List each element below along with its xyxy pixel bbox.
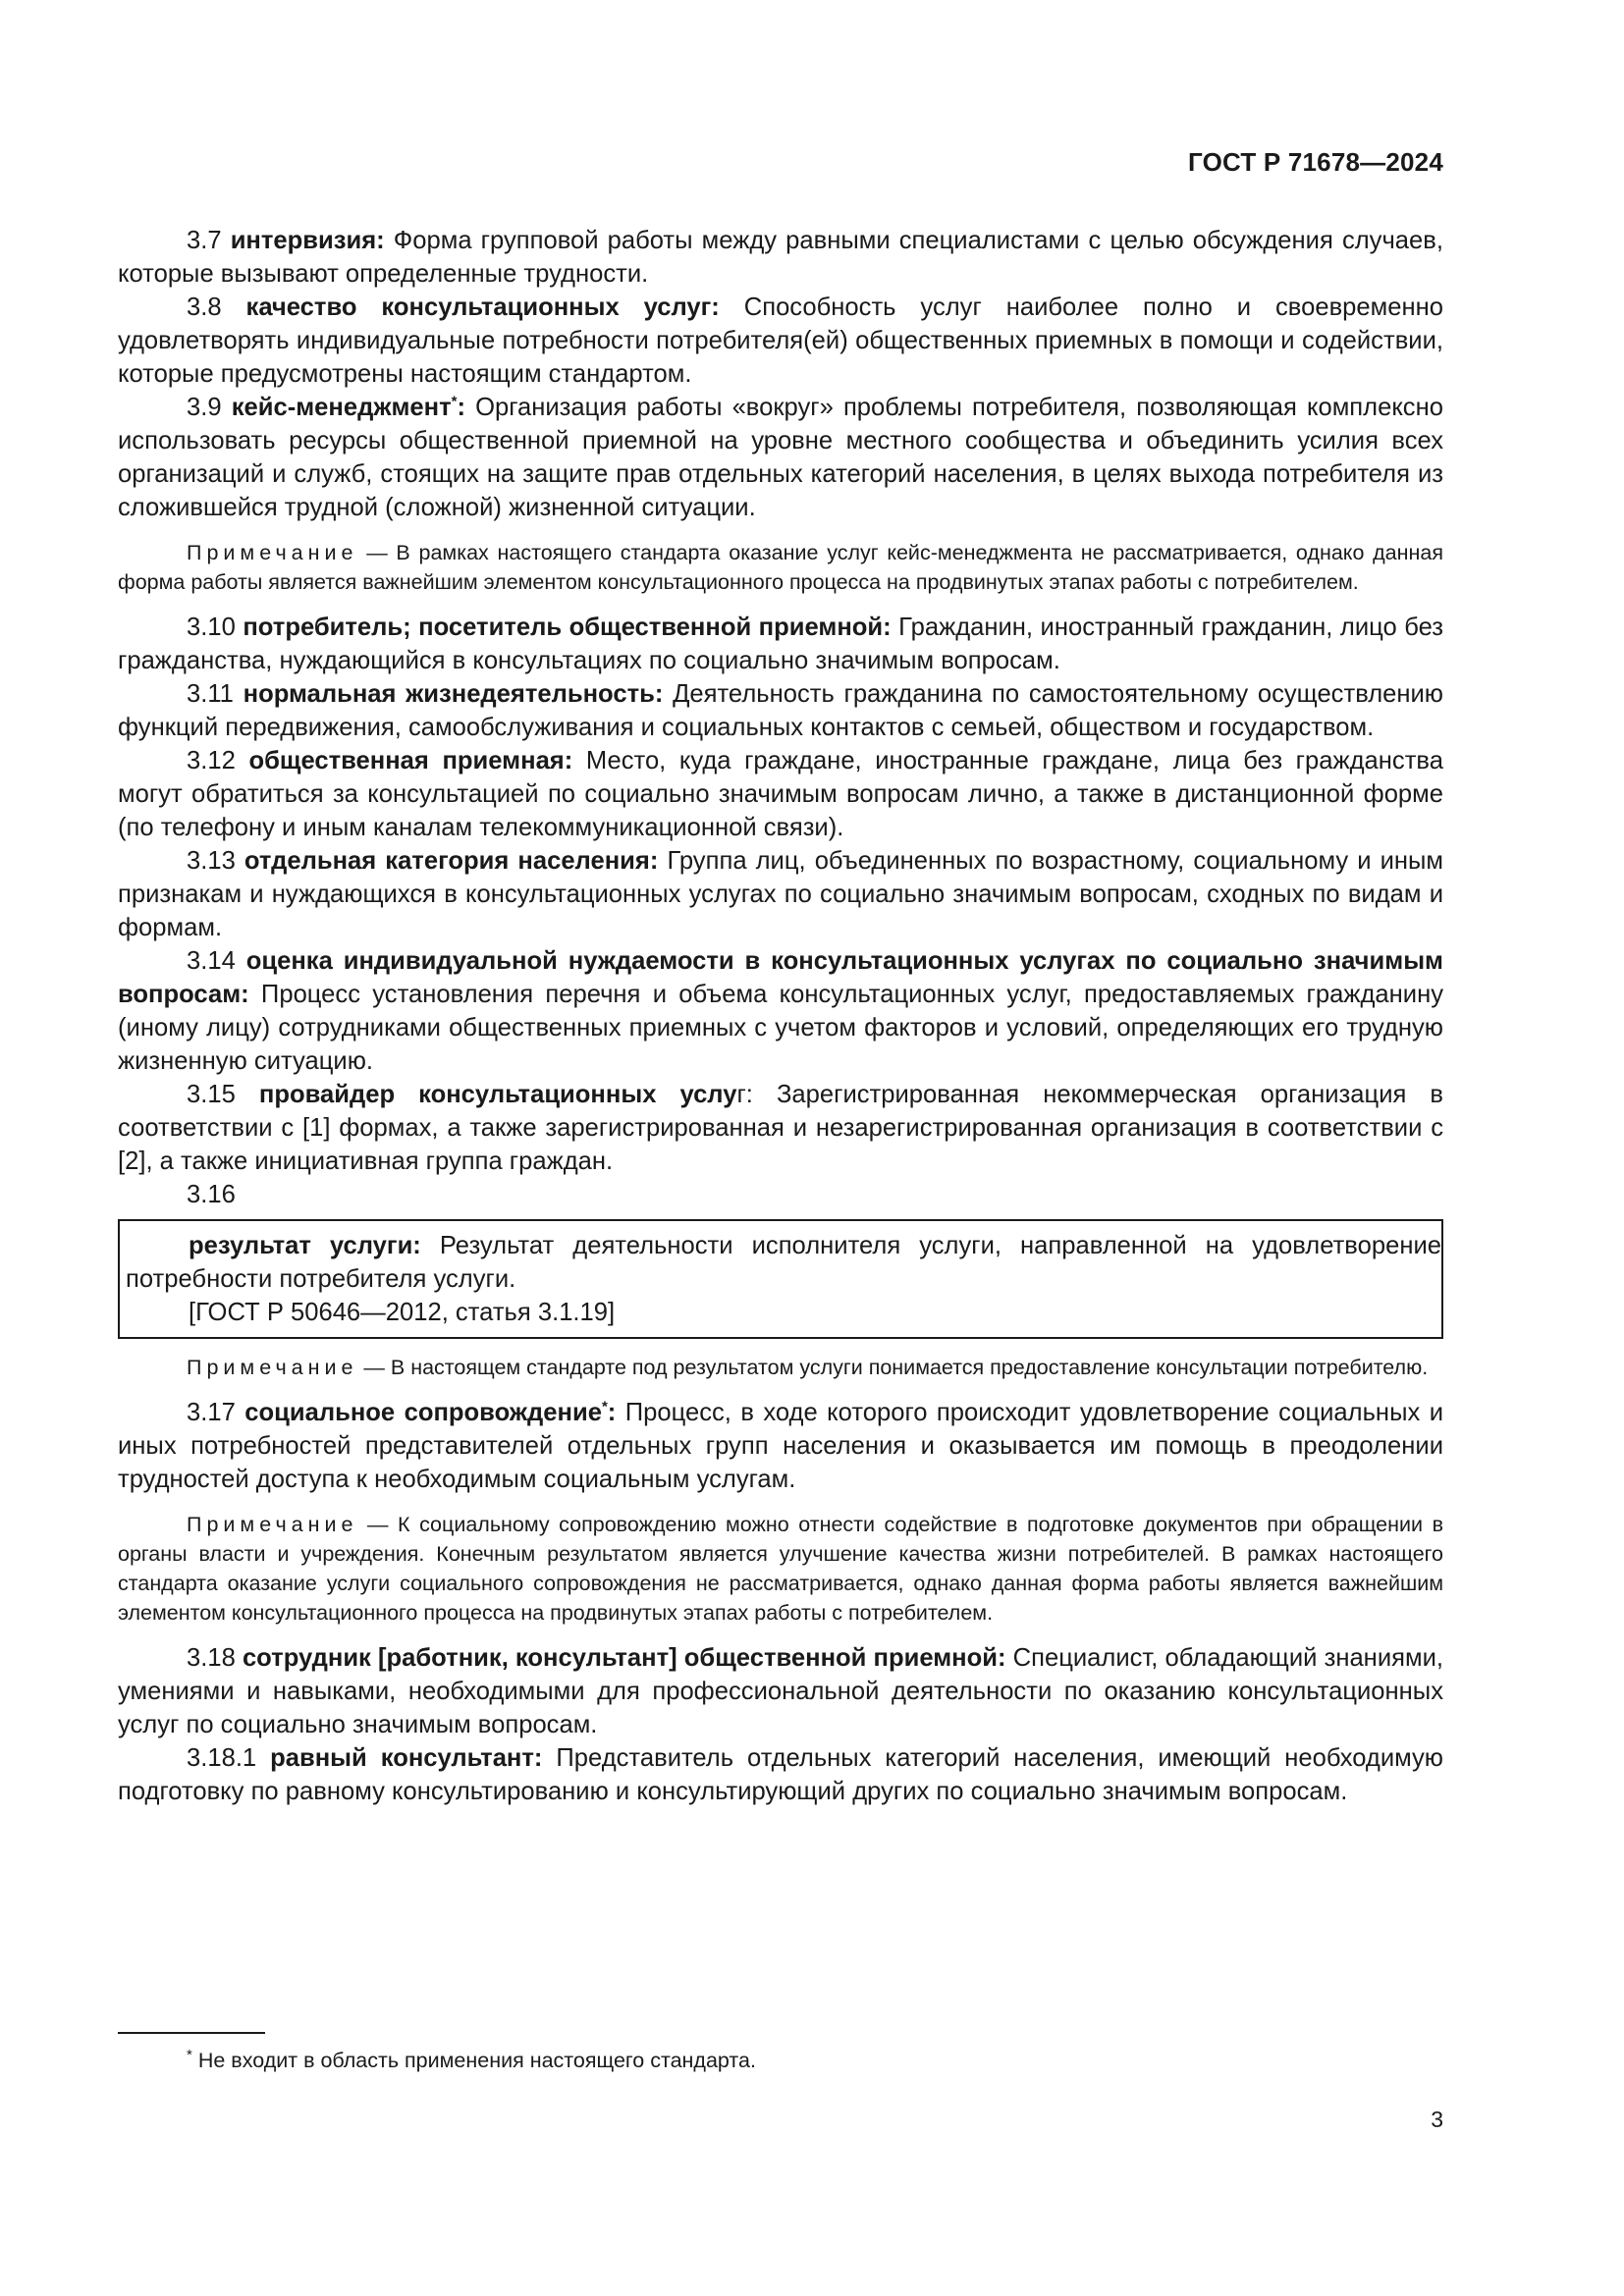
footnote-mark: * bbox=[451, 393, 458, 410]
footnote-mark: * bbox=[601, 1398, 608, 1415]
term: равный консультант: bbox=[270, 1744, 543, 1772]
term: кейс-менеджмент*: bbox=[231, 393, 466, 421]
definition-3-9: 3.9 кейс-менеджмент*: Организация работы «вокруг» проблемы потребителя, позволяющая комплексно использовать ресурсы общественной приемной на уровне местного сообщества и объединить усилия всех организаций и служб, стоящих на защите прав отдельных категорий населения, в целях выхода потребителя из сложившейся трудной (сложной) жизненной ситуации. bbox=[118, 393, 1443, 521]
term: результат услуги: bbox=[189, 1232, 421, 1259]
note-case-management: Примечание — В рамках настоящего стандарта оказание услуг кейс-менеджмента не рассматривается, однако данная форма работы является важнейшим элементом консультационного процесса на продвинутых этапах работы с потребителем. bbox=[118, 541, 1443, 594]
page-number: 3 bbox=[1431, 2107, 1443, 2132]
source-reference: [ГОСТ Р 50646—2012, статья 3.1.19] bbox=[189, 1299, 616, 1326]
footnote-divider bbox=[118, 2032, 265, 2034]
term: интервизия: bbox=[230, 227, 385, 254]
note-social-support: Примечание — К социальному сопровождению можно отнести содействие в подготовке документов при обращении в органы власти и учреждения. Конечным результатом является улучшение качества жизни потребителей. В рамках настоящего стандарта оказание услуги социального сопровождения не рассматривается, однако данная форма работы является важнейшим элементом консультационного процесса на продвинутых этапах работы с потребителем. bbox=[118, 1513, 1443, 1625]
definition-3-17: 3.17 социальное сопровождение*: Процесс, в ходе которого происходит удовлетворение социальных и иных потребностей представителей отдельных групп населения и оказывается им помощь в преодолении трудностей доступа к необходимым социальным услугам. bbox=[118, 1398, 1443, 1493]
definition-3-16-number: 3.16 bbox=[187, 1181, 236, 1208]
definition-3-7: 3.7 интервизия: Форма групповой работы между равными специалистами с целью обсуждения случаев, которые вызывают определенные трудности. bbox=[118, 227, 1443, 288]
quoted-definition-box bbox=[118, 1219, 1443, 1339]
definition-3-13: 3.13 отдельная категория населения: Группа лиц, объединенных по возрастному, социальному и иным признакам и нуждающихся в консультационных услугах по социально значимым вопросам, сходных по видам и формам. bbox=[118, 847, 1443, 941]
definition-3-15: 3.15 провайдер консультационных услуг: Зарегистрированная некоммерческая организация в соответствии с [1] формах, а также зарегистрированная и незарегистрированная организация в соответствии с [2], а также инициативная группа граждан. bbox=[118, 1081, 1443, 1175]
note-service-result: Примечание — В настоящем стандарте под результатом услуги понимается предоставление консультации потребителю. bbox=[187, 1356, 1429, 1379]
definition-3-11: 3.11 нормальная жизнедеятельность: Деятельность гражданина по самостоятельному осуществлению функций передвижения, самообслуживания и социальных контактов с семьей, обществом и государством. bbox=[118, 680, 1443, 741]
standard-code-header: ГОСТ Р 71678—2024 bbox=[1188, 147, 1443, 177]
definition-3-10: 3.10 потребитель; посетитель общественной приемной: Гражданин, иностранный гражданин, лицо без гражданства, нуждающийся в консультациях по социально значимым вопросам. bbox=[118, 614, 1443, 674]
footnote-mark: * bbox=[187, 2046, 192, 2063]
definition-3-18-1: 3.18.1 равный консультант: Представитель отдельных категорий населения, имеющий необходимую подготовку по равному консультированию и консультирующий других по социально значимым вопросам. bbox=[118, 1744, 1443, 1805]
term: потребитель; посетитель общественной приемной: bbox=[243, 614, 892, 641]
definition-3-14: 3.14 оценка индивидуальной нуждаемости в консультационных услугах по социально значимым вопросам: Процесс установления перечня и объема консультационных услуг, предоставляемых гражданину (иному лицу) сотрудниками общественных приемных с учетом факторов и условий, определяющих его трудную жизненную ситуацию. bbox=[118, 947, 1443, 1075]
term: провайдер консультационных услу bbox=[258, 1081, 737, 1108]
term: общественная приемная: bbox=[248, 747, 573, 774]
footnote: * Не входит в область применения настоящего стандарта. bbox=[187, 2046, 756, 2072]
definition-3-18: 3.18 сотрудник [работник, консультант] общественной приемной: Специалист, обладающий знаниями, умениями и навыками, необходимыми для профессиональной деятельности по оказанию консультационных услуг по социально значимым вопросам. bbox=[118, 1644, 1443, 1738]
term: отдельная категория населения: bbox=[244, 847, 659, 875]
note-label: Примечание bbox=[187, 1513, 358, 1536]
term: сотрудник [работник, консультант] общественной приемной: bbox=[242, 1644, 1006, 1672]
term: оценка индивидуальной нуждаемости в консультационных услугах по социально значимым вопросам: bbox=[118, 947, 1443, 1008]
note-label: Примечание bbox=[187, 541, 358, 564]
term: качество консультационных услуг: bbox=[245, 294, 720, 321]
definitions-section bbox=[118, 224, 1443, 1808]
definition-3-16: результат услуги: Результат деятельности исполнителя услуги, направленной на удовлетворение потребности потребителя услуги. bbox=[126, 1232, 1441, 1293]
note-label: Примечание bbox=[187, 1356, 358, 1379]
term: социальное сопровождение*: bbox=[244, 1398, 617, 1426]
term: нормальная жизнедеятельность: bbox=[243, 680, 664, 708]
definition-3-12: 3.12 общественная приемная: Место, куда граждане, иностранные граждане, лица без гражданства могут обратиться за консультацией по социально значимым вопросам лично, а также в дистанционной форме (по телефону и иным каналам телекоммуникационной связи). bbox=[118, 747, 1443, 841]
definition-3-8: 3.8 качество консультационных услуг: Способность услуг наиболее полно и своевременно удовлетворять индивидуальные потребности потребителя(ей) общественных приемных в помощи и содействии, которые предусмотрены настоящим стандартом. bbox=[118, 294, 1443, 388]
